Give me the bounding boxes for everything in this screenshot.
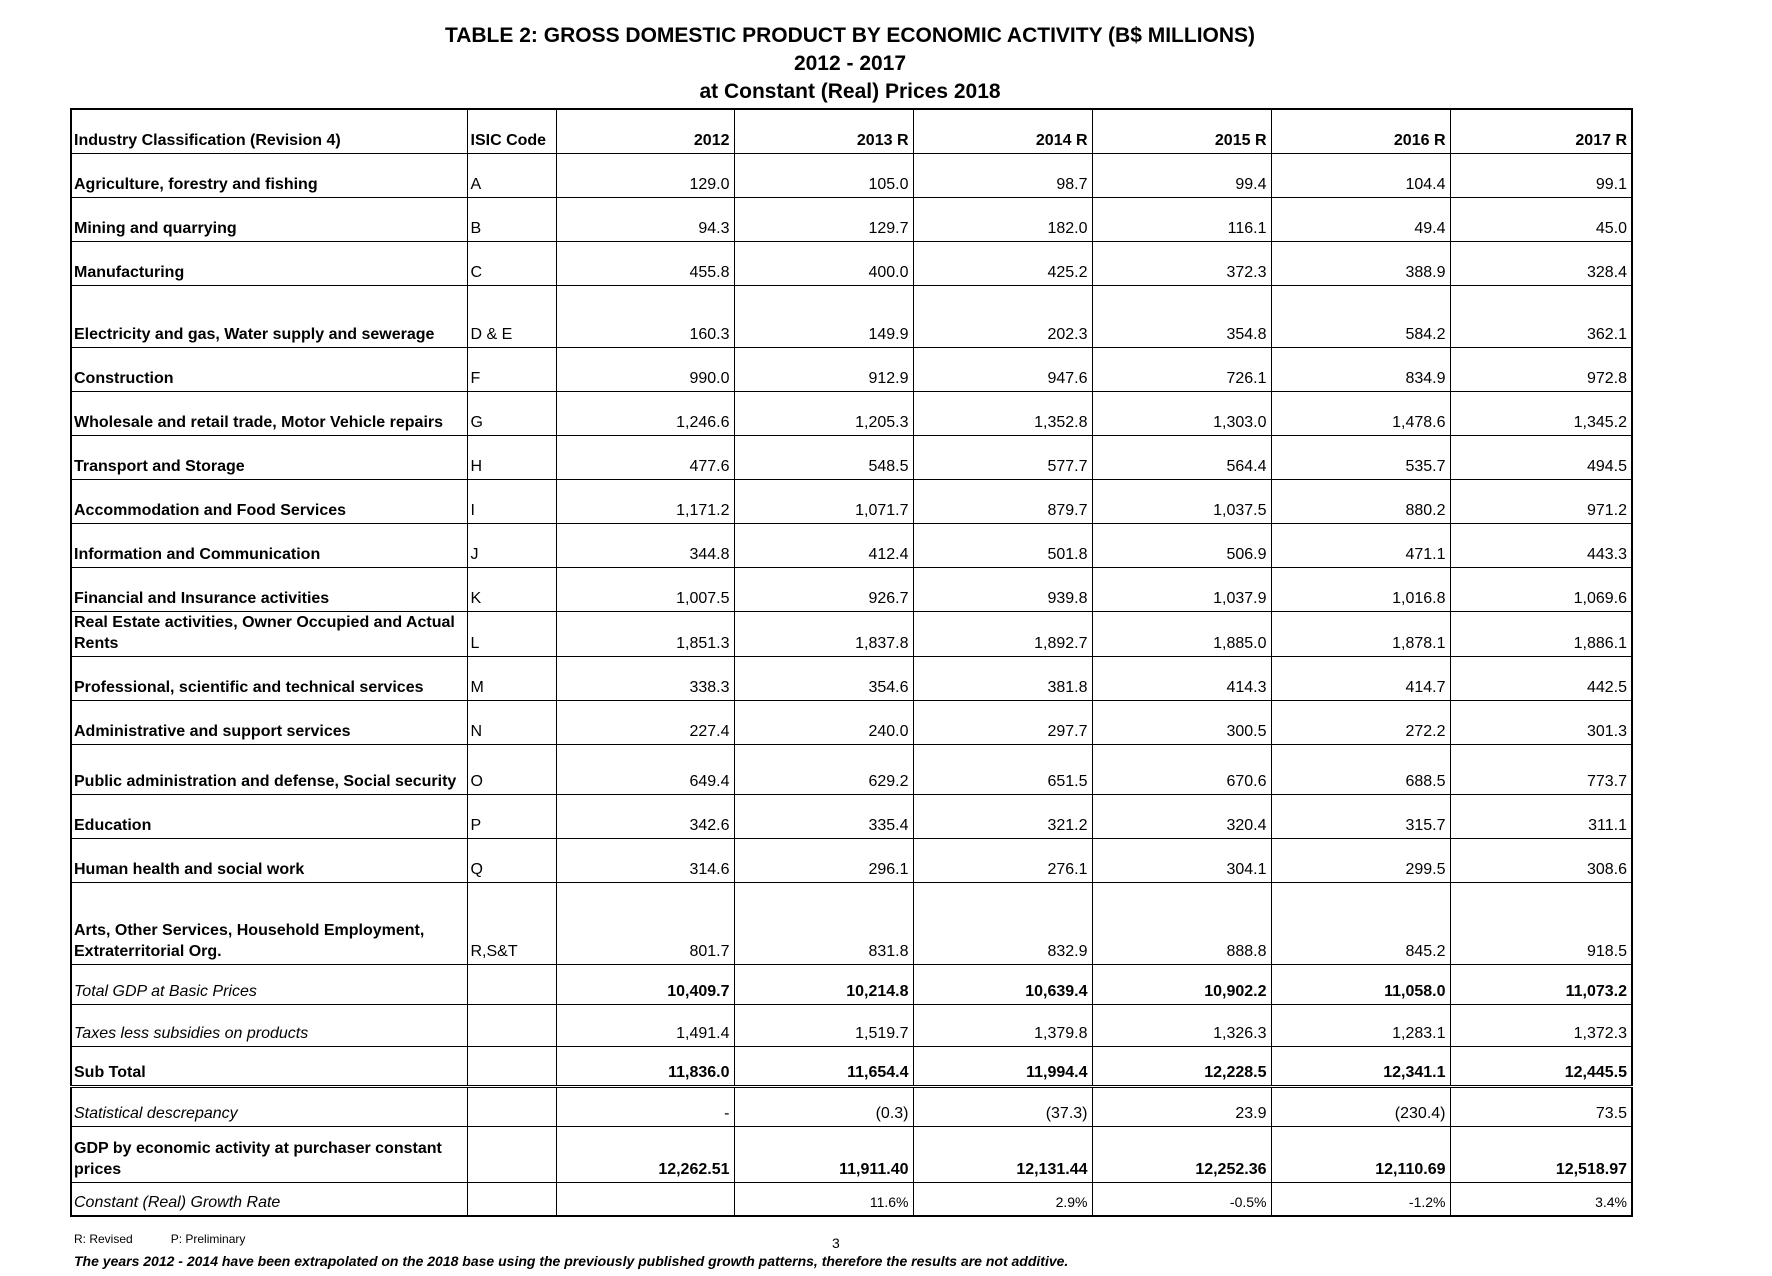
value-cell: 926.7 [734,567,913,611]
value-cell [556,1182,734,1216]
industry-label: Accommodation and Food Services [71,479,467,523]
value-cell: 11,654.4 [734,1046,913,1086]
value-cell: 651.5 [913,744,1092,794]
industry-label: Financial and Insurance activities [71,567,467,611]
value-cell: 311.1 [1450,794,1632,838]
column-header: 2017 R [1450,109,1632,153]
value-cell: 315.7 [1271,794,1450,838]
industry-label: Wholesale and retail trade, Motor Vehicle repairs [71,391,467,435]
title-line-1: TABLE 2: GROSS DOMESTIC PRODUCT BY ECONOMIC ACTIVITY (B$ MILLIONS) [444,24,1256,47]
value-cell: 12,131.44 [913,1126,1092,1182]
summary-label: Constant (Real) Growth Rate [71,1182,467,1216]
value-cell: 308.6 [1450,838,1632,882]
industry-label: Education [71,794,467,838]
value-cell: - [556,1086,734,1126]
isic-code: P [467,794,556,838]
column-header: ISIC Code [467,109,556,153]
column-header: 2016 R [1271,109,1450,153]
value-cell: 202.3 [913,285,1092,347]
label-line-2: prices [74,1160,122,1178]
summary-label: Statistical descrepancy [71,1086,467,1126]
value-cell: 388.9 [1271,241,1450,285]
label-line-1: GDP by economic activity at purchaser constant [74,1139,442,1157]
value-cell: 10,409.7 [556,964,734,1004]
value-cell: 372.3 [1092,241,1271,285]
table-row [71,435,1632,479]
table-row [71,882,1632,964]
value-cell: 381.8 [913,656,1092,700]
value-cell: 116.1 [1092,197,1271,241]
value-cell: 414.7 [1271,656,1450,700]
value-cell: 335.4 [734,794,913,838]
value-cell: 299.5 [1271,838,1450,882]
table-row [71,794,1632,838]
value-cell: 629.2 [734,744,913,794]
table-row [71,656,1632,700]
value-cell: 301.3 [1450,700,1632,744]
value-cell: 94.3 [556,197,734,241]
value-cell: 726.1 [1092,347,1271,391]
value-cell: 947.6 [913,347,1092,391]
value-cell: 276.1 [913,838,1092,882]
value-cell: 304.1 [1092,838,1271,882]
value-cell: 129.0 [556,153,734,197]
isic-code: R,S&T [467,882,556,964]
value-cell: 1,016.8 [1271,567,1450,611]
value-cell: 1,071.7 [734,479,913,523]
industry-label [71,611,467,656]
value-cell: 425.2 [913,241,1092,285]
legend-revised: R: Revised [74,1232,133,1246]
value-cell: 338.3 [556,656,734,700]
summary-label: Sub Total [71,1046,467,1086]
value-cell: 1,037.9 [1092,567,1271,611]
value-cell: (230.4) [1271,1086,1450,1126]
value-cell: 160.3 [556,285,734,347]
value-cell: 477.6 [556,435,734,479]
value-cell: 1,851.3 [556,611,734,656]
gdp-table [70,108,1633,1217]
value-cell: 443.3 [1450,523,1632,567]
value-cell: 939.8 [913,567,1092,611]
industry-label: Agriculture, forestry and fishing [71,153,467,197]
industry-label: Public administration and defense, Social security [71,744,467,794]
value-cell: 649.4 [556,744,734,794]
table-row [71,479,1632,523]
value-cell: 3.4% [1450,1182,1632,1216]
value-cell: 12,110.69 [1271,1126,1450,1182]
summary-label: Total GDP at Basic Prices [71,964,467,1004]
value-cell: 584.2 [1271,285,1450,347]
value-cell: 1,892.7 [913,611,1092,656]
isic-code: C [467,241,556,285]
isic-code-empty [467,1182,556,1216]
label-line-1: Arts, Other Services, Household Employment, [74,921,425,939]
value-cell: 1,886.1 [1450,611,1632,656]
value-cell: 1,069.6 [1450,567,1632,611]
value-cell: 801.7 [556,882,734,964]
value-cell: 1,491.4 [556,1004,734,1046]
isic-code-empty [467,964,556,1004]
value-cell: 362.1 [1450,285,1632,347]
isic-code: M [467,656,556,700]
table-row [71,744,1632,794]
value-cell: 535.7 [1271,435,1450,479]
industry-label: Mining and quarrying [71,197,467,241]
table-row [71,153,1632,197]
value-cell: 831.8 [734,882,913,964]
industry-label: Transport and Storage [71,435,467,479]
industry-label: Information and Communication [71,523,467,567]
table-row [71,700,1632,744]
table-title [0,22,1700,106]
value-cell: 12,228.5 [1092,1046,1271,1086]
value-cell: 845.2 [1271,882,1450,964]
isic-code: G [467,391,556,435]
value-cell: 501.8 [913,523,1092,567]
value-cell: 99.4 [1092,153,1271,197]
table-row [71,567,1632,611]
column-header: 2014 R [913,109,1092,153]
value-cell: 1,171.2 [556,479,734,523]
value-cell: 354.6 [734,656,913,700]
table-row [71,285,1632,347]
value-cell: 98.7 [913,153,1092,197]
value-cell: 45.0 [1450,197,1632,241]
value-cell: 10,639.4 [913,964,1092,1004]
value-cell: 412.4 [734,523,913,567]
value-cell: 344.8 [556,523,734,567]
value-cell: 577.7 [913,435,1092,479]
isic-code: J [467,523,556,567]
value-cell: 494.5 [1450,435,1632,479]
industry-label: Electricity and gas, Water supply and sewerage [71,285,467,347]
value-cell: -1.2% [1271,1182,1450,1216]
table-row [71,611,1632,656]
taxes-row [71,1004,1632,1046]
title-line-2: 2012 - 2017 [793,52,907,75]
value-cell: 297.7 [913,700,1092,744]
value-cell: 455.8 [556,241,734,285]
value-cell: 321.2 [913,794,1092,838]
value-cell: 888.8 [1092,882,1271,964]
isic-code: F [467,347,556,391]
value-cell: 1,372.3 [1450,1004,1632,1046]
isic-code: D & E [467,285,556,347]
value-cell: 227.4 [556,700,734,744]
table-row [71,838,1632,882]
value-cell: 10,902.2 [1092,964,1271,1004]
isic-code: N [467,700,556,744]
value-cell: 414.3 [1092,656,1271,700]
value-cell: 1,205.3 [734,391,913,435]
value-cell: 1,352.8 [913,391,1092,435]
value-cell: 1,519.7 [734,1004,913,1046]
table-row [71,391,1632,435]
value-cell: 1,885.0 [1092,611,1271,656]
value-cell: 129.7 [734,197,913,241]
value-cell: 442.5 [1450,656,1632,700]
value-cell: 971.2 [1450,479,1632,523]
value-cell: 990.0 [556,347,734,391]
value-cell: 1,345.2 [1450,391,1632,435]
value-cell: 688.5 [1271,744,1450,794]
value-cell: 1,878.1 [1271,611,1450,656]
industry-label: Professional, scientific and technical services [71,656,467,700]
value-cell: 1,283.1 [1271,1004,1450,1046]
table-row [71,347,1632,391]
value-cell: 12,445.5 [1450,1046,1632,1086]
label-line-1: Real Estate activities, Owner Occupied and Actual [74,613,455,631]
column-header: Industry Classification (Revision 4) [71,109,467,153]
value-cell: 12,341.1 [1271,1046,1450,1086]
value-cell: 11,994.4 [913,1046,1092,1086]
isic-code: Q [467,838,556,882]
value-cell: (0.3) [734,1086,913,1126]
value-cell: 328.4 [1450,241,1632,285]
table-row [71,523,1632,567]
isic-code: H [467,435,556,479]
column-header: 2013 R [734,109,913,153]
value-cell: 880.2 [1271,479,1450,523]
value-cell: 296.1 [734,838,913,882]
value-cell: 12,262.51 [556,1126,734,1182]
subtotal-row [71,1046,1632,1086]
isic-code: I [467,479,556,523]
value-cell: 354.8 [1092,285,1271,347]
value-cell: -0.5% [1092,1182,1271,1216]
isic-code-empty [467,1004,556,1046]
column-header: 2012 [556,109,734,153]
value-cell: 99.1 [1450,153,1632,197]
total-gdp-basic-row [71,964,1632,1004]
value-cell: 1,478.6 [1271,391,1450,435]
value-cell: 11,911.40 [734,1126,913,1182]
industry-label: Human health and social work [71,838,467,882]
value-cell: 11.6% [734,1182,913,1216]
value-cell: 104.4 [1271,153,1450,197]
discrepancy-row [71,1086,1632,1126]
isic-code-empty [467,1086,556,1126]
isic-code: L [467,611,556,656]
value-cell: 314.6 [556,838,734,882]
value-cell: 342.6 [556,794,734,838]
value-cell: 1,326.3 [1092,1004,1271,1046]
isic-code-empty [467,1046,556,1086]
isic-code: K [467,567,556,611]
isic-code: B [467,197,556,241]
value-cell: 182.0 [913,197,1092,241]
value-cell: 1,837.8 [734,611,913,656]
value-cell: 972.8 [1450,347,1632,391]
value-cell: 918.5 [1450,882,1632,964]
industry-label [71,882,467,964]
value-cell: 670.6 [1092,744,1271,794]
value-cell: 1,379.8 [913,1004,1092,1046]
page-number: 3 [832,1235,840,1251]
industry-label: Administrative and support services [71,700,467,744]
value-cell: 1,246.6 [556,391,734,435]
value-cell: 23.9 [1092,1086,1271,1126]
legend-preliminary: P: Preliminary [170,1232,246,1246]
label-line-2: Rents [74,634,119,652]
column-header: 2015 R [1092,109,1271,153]
value-cell: 272.2 [1271,700,1450,744]
value-cell: 834.9 [1271,347,1450,391]
industry-label: Construction [71,347,467,391]
value-cell: 471.1 [1271,523,1450,567]
title-line-3: at Constant (Real) Prices 2018 [699,80,1001,103]
value-cell: 832.9 [913,882,1092,964]
table-header-row [71,109,1632,153]
value-cell: 2.9% [913,1182,1092,1216]
value-cell: 300.5 [1092,700,1271,744]
footnote: The years 2012 - 2014 have been extrapolated on the 2018 base using the previously published growth patterns, therefore the results are not additive. [74,1253,1069,1269]
value-cell: 1,037.5 [1092,479,1271,523]
legend-note [74,1232,283,1246]
value-cell: 11,836.0 [556,1046,734,1086]
table-row [71,197,1632,241]
value-cell: 879.7 [913,479,1092,523]
label-line-2: Extraterritorial Org. [74,942,222,960]
value-cell: 564.4 [1092,435,1271,479]
value-cell: (37.3) [913,1086,1092,1126]
value-cell: 73.5 [1450,1086,1632,1126]
growth-rate-row [71,1182,1632,1216]
isic-code: A [467,153,556,197]
industry-label: Manufacturing [71,241,467,285]
value-cell: 10,214.8 [734,964,913,1004]
summary-label: Taxes less subsidies on products [71,1004,467,1046]
table-row [71,241,1632,285]
gdp-purchaser-row [71,1126,1632,1182]
value-cell: 506.9 [1092,523,1271,567]
value-cell: 12,518.97 [1450,1126,1632,1182]
value-cell: 1,303.0 [1092,391,1271,435]
value-cell: 240.0 [734,700,913,744]
value-cell: 105.0 [734,153,913,197]
value-cell: 400.0 [734,241,913,285]
value-cell: 320.4 [1092,794,1271,838]
summary-label [71,1126,467,1182]
isic-code: O [467,744,556,794]
value-cell: 912.9 [734,347,913,391]
value-cell: 773.7 [1450,744,1632,794]
value-cell: 12,252.36 [1092,1126,1271,1182]
value-cell: 11,073.2 [1450,964,1632,1004]
value-cell: 149.9 [734,285,913,347]
value-cell: 548.5 [734,435,913,479]
value-cell: 11,058.0 [1271,964,1450,1004]
value-cell: 1,007.5 [556,567,734,611]
value-cell: 49.4 [1271,197,1450,241]
isic-code-empty [467,1126,556,1182]
